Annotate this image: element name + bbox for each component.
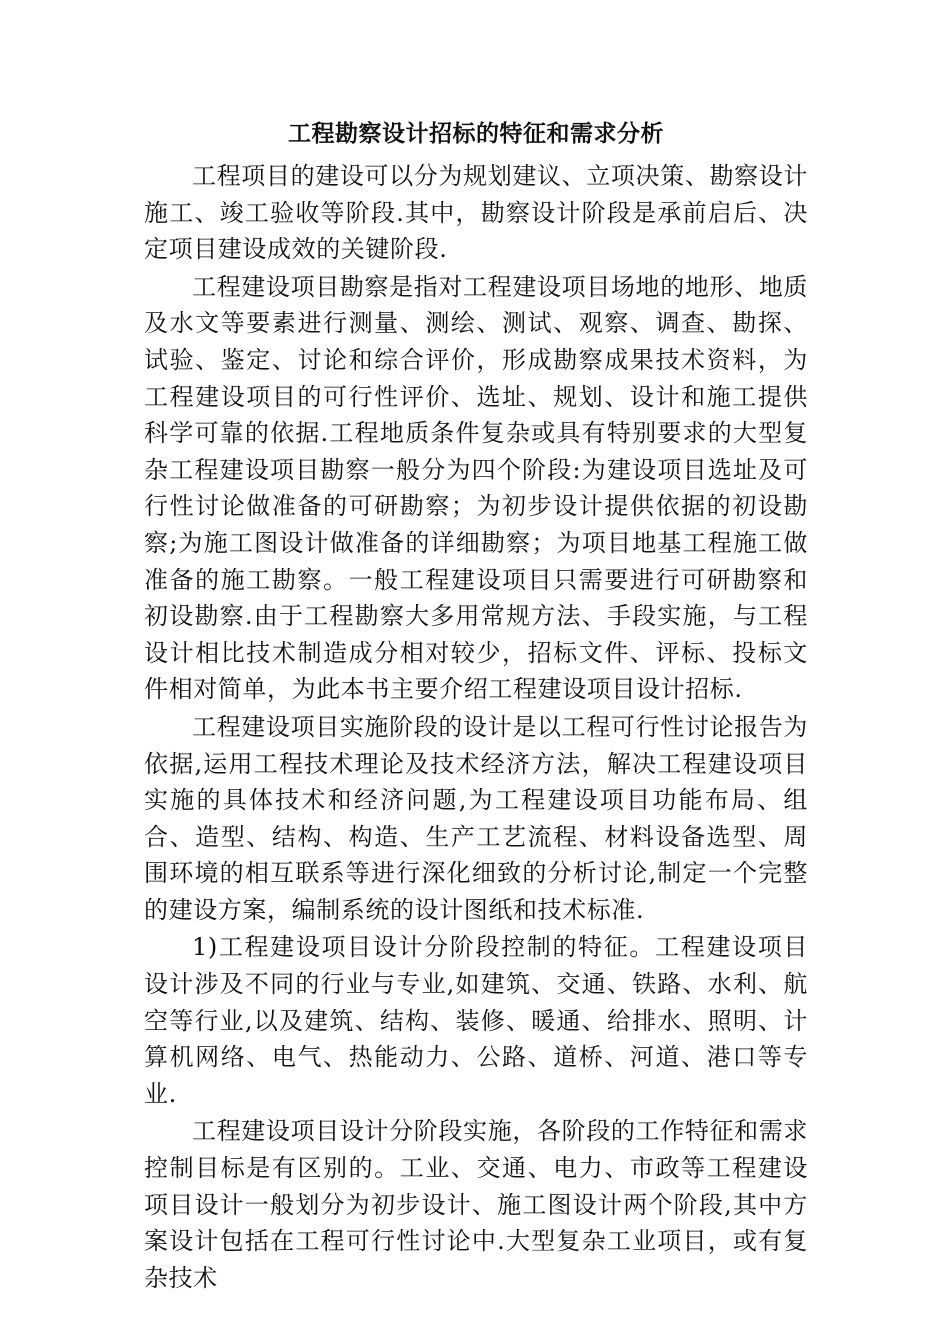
paragraph-design-stages: 工程建设项目设计分阶段实施，各阶段的工作特征和需求控制目标是有区别的。工业、交通、电力、市政等工程建设项目设计一般划分为初步设计、施工图设计两个阶段,其中方案设计包括在工程可行性讨论中.大型复杂工业项目，或有复杂技术 bbox=[144, 1117, 808, 1292]
paragraph-survey-definition: 工程建设项目勘察是指对工程建设项目场地的地形、地质及水文等要素进行测量、测绘、测试、观察、调查、勘探、试验、鉴定、讨论和综合评价，形成勘察成果技术资料，为工程建设项目的可行性评价、选址、规划、设计和施工提供科学可靠的依据.工程地质条件复杂或具有特别要求的大型复杂工程建设项目勘察一般分为四个阶段:为建设项目选址及可行性讨论做准备的可研勘察；为初步设计提供依据的初设勘察;为施工图设计做准备的详细勘察；为项目地基工程施工做准备的施工勘察。一般工程建设项目只需要进行可研勘察和初设勘察.由于工程勘察大多用常规方法、手段实施，与工程设计相比技术制造成分相对较少，招标文件、评标、投标文件相对简单，为此本书主要介绍工程建设项目设计招标. bbox=[144, 272, 808, 704]
paragraph-stage-overview: 工程项目的建设可以分为规划建议、立项决策、勘察设计施工、竣工验收等阶段.其中，勘察设计阶段是承前启后、决定项目建设成效的关键阶段. bbox=[144, 162, 808, 264]
document-body bbox=[144, 116, 808, 1297]
document-title: 工程勘察设计招标的特征和需求分析 bbox=[288, 120, 664, 147]
paragraph-design-definition: 工程建设项目实施阶段的设计是以工程可行性讨论报告为依据,运用工程技术理论及技术经济方法，解决工程建设项目实施的具体技术和经济问题,为工程建设项目功能布局、组合、造型、结构、构造、生产工艺流程、材料设备选型、周围环境的相互联系等进行深化细致的分析讨论,制定一个完整的建设方案，编制系统的设计图纸和技术标准. bbox=[144, 712, 808, 924]
paragraph-stage-control-feature: 1)工程建设项目设计分阶段控制的特征。工程建设项目设计涉及不同的行业与专业,如建筑、交通、铁路、水利、航空等行业,以及建筑、结构、装修、暖通、给排水、照明、计算机网络、电气、热能动力、公路、道桥、河道、港口等专业. bbox=[144, 933, 808, 1108]
